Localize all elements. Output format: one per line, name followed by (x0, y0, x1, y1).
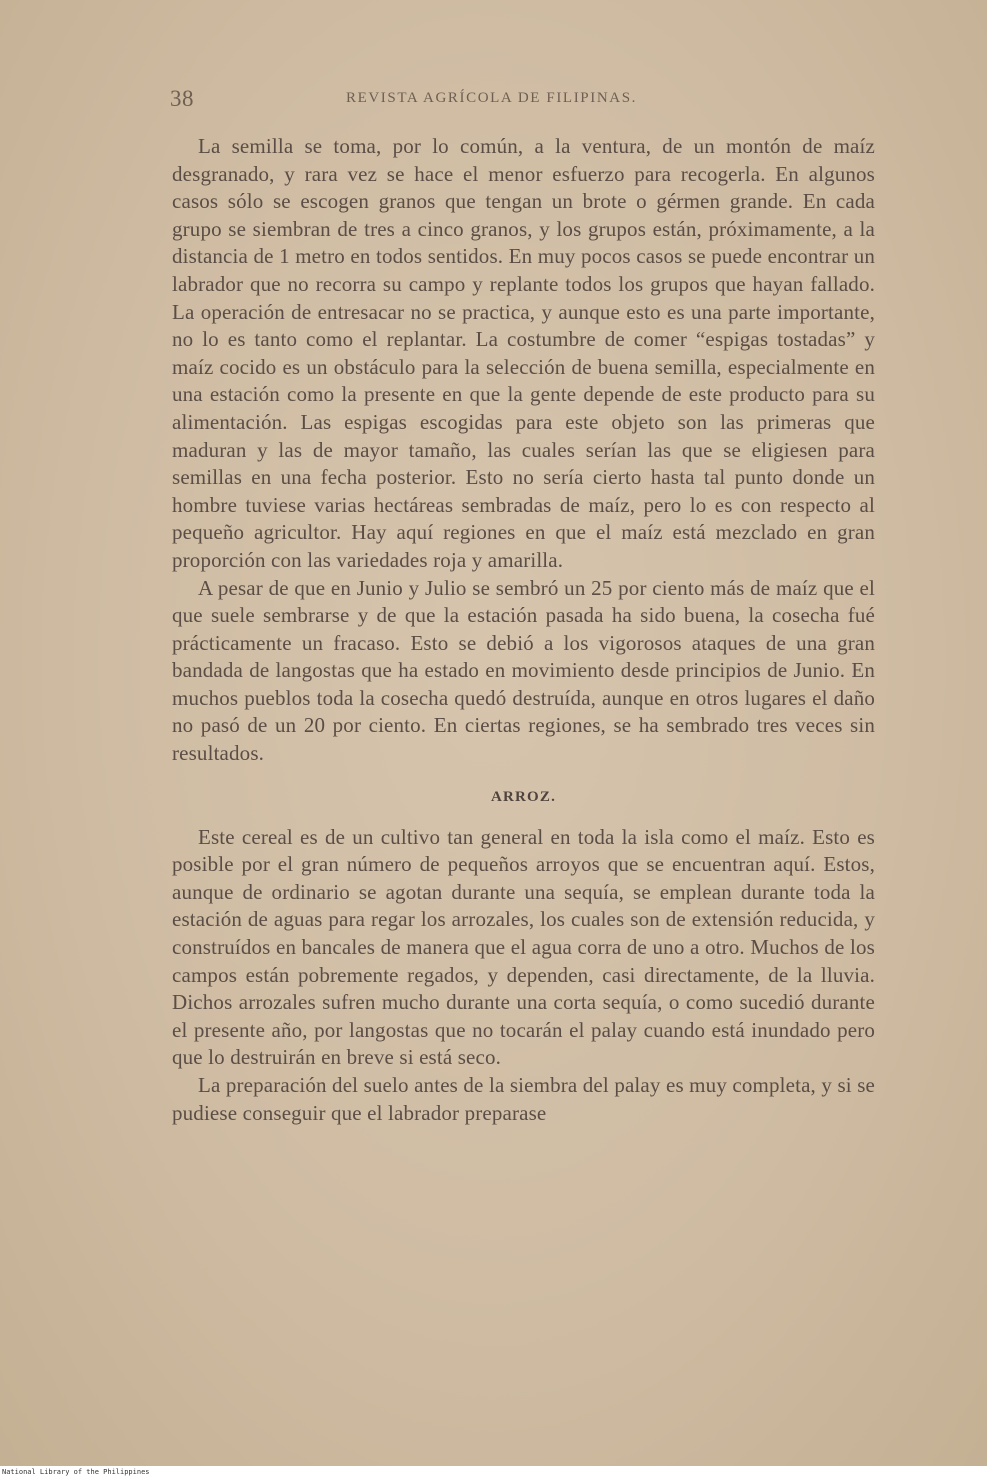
section-heading-arroz: ARROZ. (490, 788, 557, 805)
page-header (170, 86, 875, 116)
paragraph-cosecha: A pesar de que en Junio y Julio se sembró un 25 por ciento más de maíz que el que suele sembrarse y de que la estación pasada ha sido buena, la cosecha fué prácticamente un fracaso. Esto se debió a los vigorosos ataques de una gran bandada de langostas que ha estado en movimiento desde principios de Junio. En muchos pueblos toda la cosecha quedó destruída, aunque en otros lugares el daño no pasó de un 20 por ciento. En ciertas regiones, se ha sembrado tres veces sin resultados. (172, 575, 875, 766)
body-text (172, 133, 875, 1127)
page-number: 38 (170, 86, 194, 111)
paragraph-arroz-cultivo: Este cereal es de un cultivo tan general en toda la isla como el maíz. Esto es posible por el gran número de pequeños arroyos que se encuentran aquí. Estos, aunque de ordinario se agotan durante una sequía, se emplean durante toda la estación de aguas para regar los arrozales, los cuales son de extensión reducida, y construídos en bancales de manera que el agua corra de uno a otro. Muchos de los campos están pobremente regados, y dependen, casi directamente, de la lluvia. Dichos arrozales sufren mucho durante una corta sequía, o como sucedió durante el presente año, por langostas que no tocarán el palay cuando está inundado pero que lo destruirán en breve si está seco. (172, 824, 875, 1070)
running-head: REVISTA AGRÍCOLA DE FILIPINAS. (346, 90, 637, 106)
library-credit: National Library of the Philippines (2, 1468, 150, 1476)
paragraph-semilla: La semilla se toma, por lo común, a la ventura, de un montón de maíz desgranado, y rara vez se hace el menor esfuerzo para recogerla. En algunos casos sólo se escogen granos que tengan un brote o gérmen grande. En cada grupo se siembran de tres a cinco granos, y los grupos están, próximamente, a la distancia de 1 metro en todos sentidos. En muy pocos casos se puede encontrar un labrador que no recorra su campo y replante todos los grupos que hayan fallado. La operación de entresacar no se practica, y aunque esto es una parte importante, no lo es tanto como el replantar. La costumbre de comer “espigas tostadas” y maíz cocido es un obstáculo para la selección de buena semilla, especialmente en una estación como la presente en que la gente depende de este producto para su alimentación. Las espigas escogidas para este objeto son las primeras que maduran y las de mayor tamaño, las cuales serían las que se eligiesen para semillas en una fecha posterior. Esto no sería cierto hasta tal punto donde un hombre tuviese varias hectáreas sembradas de maíz, pero lo es con respecto al pequeño agricultor. Hay aquí regiones en que el maíz está mezclado en gran proporción con las variedades roja y amarilla. (172, 134, 875, 572)
paragraph-arroz-preparacion: La preparación del suelo antes de la siembra del palay es muy completa, y si se pudiese conseguir que el labrador preparase (172, 1073, 875, 1125)
